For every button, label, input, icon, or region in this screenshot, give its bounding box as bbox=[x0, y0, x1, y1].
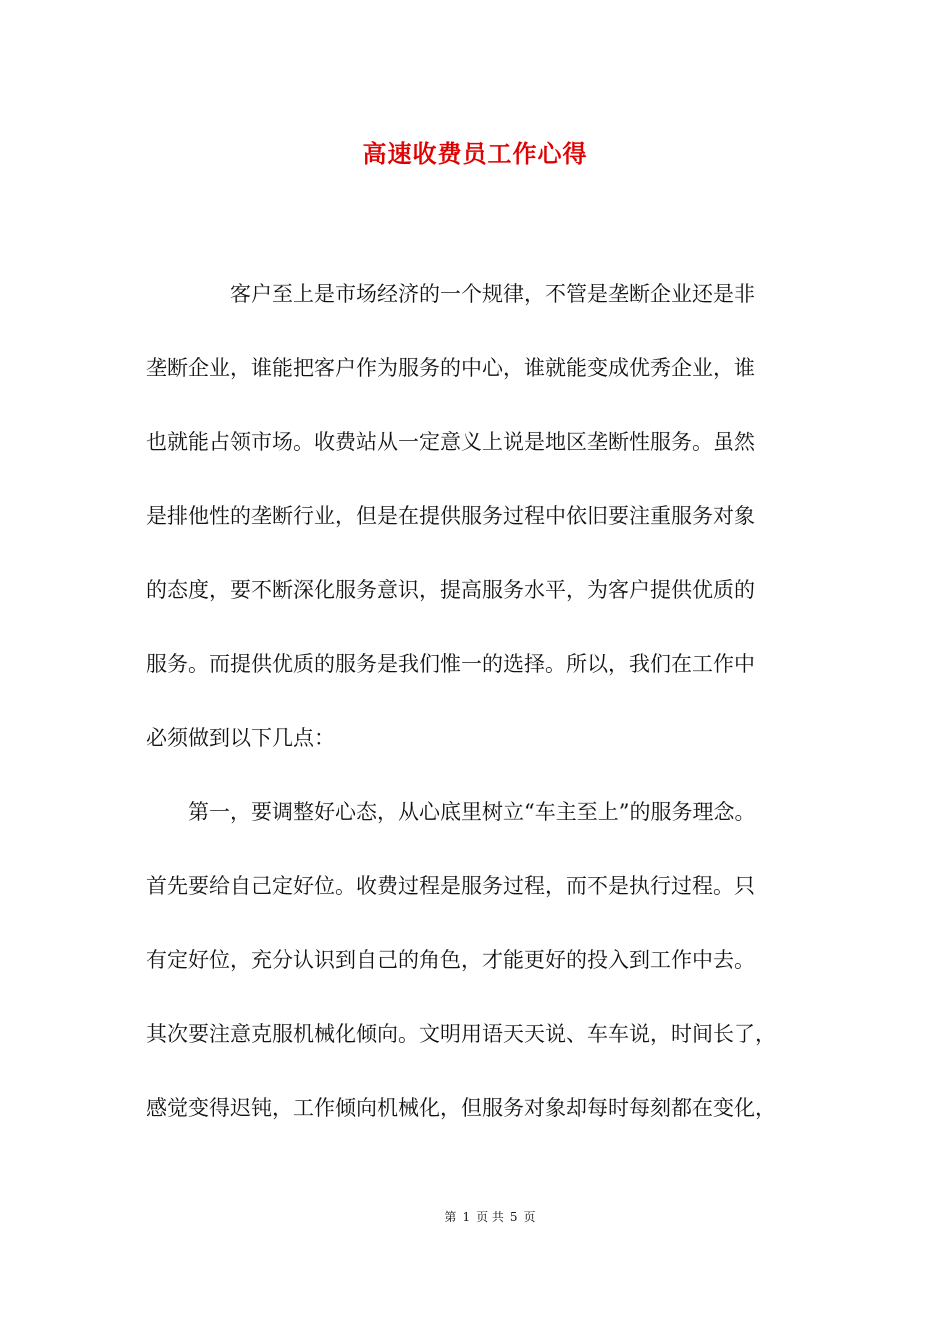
paragraph-line: 是排他性的垄断行业，但是在提供服务过程中依旧要注重服务对象 bbox=[146, 504, 755, 528]
paragraph-line: 第一，要调整好心态，从心底里树立“车主至上”的服务理念。 bbox=[167, 800, 756, 824]
paragraph-line: 垄断企业，谁能把客户作为服务的中心，谁就能变成优秀企业，谁 bbox=[146, 356, 755, 380]
paragraph-line: 也就能占领市场。收费站从一定意义上说是地区垄断性服务。虽然 bbox=[146, 430, 755, 454]
paragraph-line: 首先要给自己定好位。收费过程是服务过程，而不是执行过程。只 bbox=[146, 874, 755, 898]
footer-suffix: 页 bbox=[523, 1210, 536, 1224]
paragraph-line: 服务。而提供优质的服务是我们惟一的选择。所以，我们在工作中 bbox=[146, 652, 755, 676]
paragraph-line: 感觉变得迟钝，工作倾向机械化，但服务对象却每时每刻都在变化， bbox=[146, 1096, 776, 1120]
paragraph-line: 的态度，要不断深化服务意识，提高服务水平，为客户提供优质的 bbox=[146, 578, 755, 602]
paragraph-line: 其次要注意克服机械化倾向。文明用语天天说、车车说，时间长了， bbox=[146, 1022, 776, 1046]
paragraph-line: 有定好位，充分认识到自己的角色，才能更好的投入到工作中去。 bbox=[146, 948, 755, 972]
footer-page-total: 5 bbox=[509, 1210, 518, 1224]
footer-page-number: 1 bbox=[462, 1210, 471, 1224]
paragraph-line: 客户至上是市场经济的一个规律，不管是垄断企业还是非 bbox=[188, 282, 755, 306]
paragraph-line: 必须做到以下几点： bbox=[146, 726, 335, 750]
footer-prefix: 第 bbox=[444, 1210, 457, 1224]
footer-mid: 页 共 bbox=[476, 1210, 504, 1224]
document-title: 高速收费员工作心得 bbox=[362, 139, 588, 168]
page-footer bbox=[0, 1208, 950, 1226]
